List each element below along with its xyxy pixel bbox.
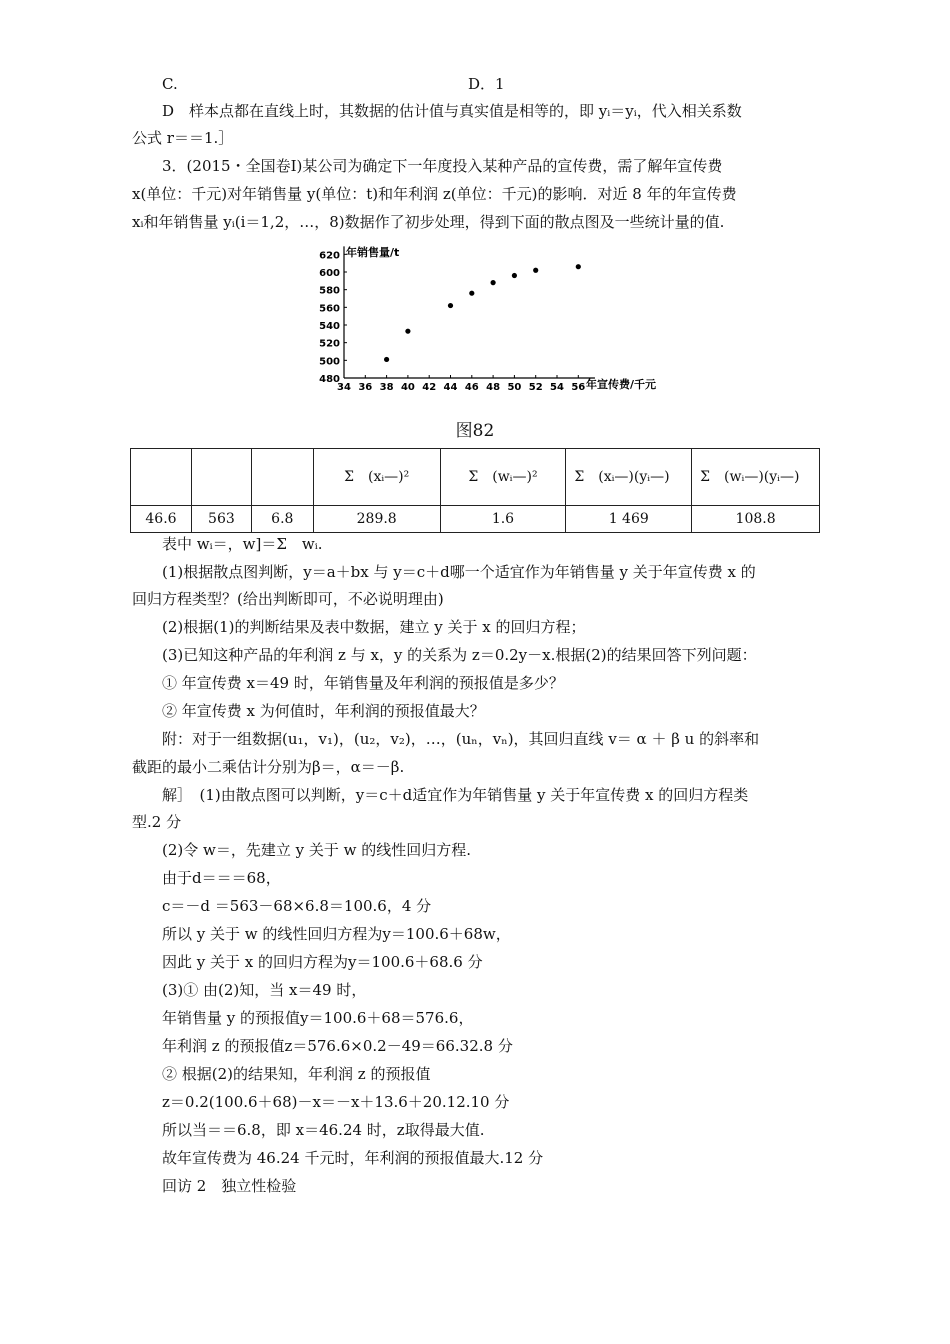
- stats-table: [130, 448, 820, 533]
- solution-z-formula: z＝0.2(100.6＋68)－x＝－x＋13.6＋20.12.10 分: [162, 1093, 510, 1111]
- question-1-line-1: (1)根据散点图判断，y＝a＋bx 与 y＝c＋d哪一个适宜作为年销售量 y 关于年宣传费 x 的: [162, 563, 756, 581]
- solution-linear-w: 所以 y 关于 w 的线性回归方程为y＝100.6＋68w，: [162, 925, 511, 943]
- value-cell: 108.8: [692, 506, 820, 533]
- solution-step-3: (3)① 由(2)知，当 x＝49 时，: [162, 981, 367, 999]
- chart-points: [384, 264, 581, 362]
- chart-ylabel: 年销售量/t: [346, 246, 400, 259]
- value-cell: 1.6: [440, 506, 566, 533]
- solution-d: 由于d＝＝＝68，: [162, 869, 281, 887]
- chart-ticks: [319, 250, 585, 393]
- solution-c: c＝－d ＝563－68×6.8＝100.6，4 分: [162, 897, 432, 915]
- answer-line-2: 公式 r＝＝1.］: [132, 129, 234, 147]
- header-cell: Σ (wᵢ—)²: [440, 449, 566, 506]
- table-note: 表中 wᵢ＝，w]＝Σ wᵢ.: [162, 535, 323, 553]
- value-cell: 6.8: [251, 506, 313, 533]
- solution-profit-forecast: 年利润 z 的预报值z＝576.6×0.2－49＝66.32.8 分: [162, 1037, 513, 1055]
- solution-line-1: 解］ (1)由散点图可以判断，y＝c＋d适宜作为年销售量 y 关于年宣传费 x 的回归方程类: [162, 786, 749, 804]
- header-cell: [131, 449, 192, 506]
- y-tick-label: 620: [319, 250, 340, 262]
- data-point: [533, 268, 538, 273]
- x-tick-label: 54: [550, 382, 564, 393]
- x-tick-label: 46: [464, 382, 479, 393]
- data-point: [512, 273, 517, 278]
- solution-step-2: (2)令 w＝，先建立 y 关于 w 的线性回归方程.: [162, 841, 472, 859]
- y-tick-label: 560: [319, 303, 340, 315]
- question-3: (3)已知这种产品的年利润 z 与 x，y 的关系为 z＝0.2y－x.根据(2)的结果回答下列问题：: [162, 646, 757, 664]
- appendix-line-2: 截距的最小二乘估计分别为β＝，α＝－β.: [132, 758, 405, 776]
- problem-line-1: 3．(2015・全国卷Ⅰ)某公司为确定下一年度投入某种产品的宣传费，需了解年宣传费: [162, 157, 723, 175]
- x-tick-label: 40: [400, 382, 415, 393]
- data-point: [491, 280, 496, 285]
- x-tick-label: 52: [528, 382, 543, 393]
- x-tick-label: 38: [379, 382, 394, 393]
- chart-axes: [344, 246, 595, 378]
- header-cell: [191, 449, 251, 506]
- section-heading: 回访 2 独立性检验: [162, 1177, 297, 1195]
- header-cell: Σ (wᵢ—)(yᵢ—): [692, 449, 820, 506]
- y-tick-label: 480: [319, 374, 340, 385]
- problem-line-3: xᵢ和年销售量 yᵢ(i＝1,2，…，8)数据作了初步处理，得到下面的散点图及一些统计量的值.: [132, 213, 725, 231]
- x-tick-label: 34: [337, 382, 351, 393]
- x-tick-label: 56: [571, 382, 586, 393]
- option-c: C.: [162, 75, 178, 93]
- value-cell: 46.6: [131, 506, 192, 533]
- header-cell: Σ (xᵢ—)²: [313, 449, 440, 506]
- question-3-part-2: ② 年宣传费 x 为何值时，年利润的预报值最大？: [162, 702, 485, 720]
- solution-line-2: 型.2 分: [132, 813, 182, 831]
- header-cell: [251, 449, 313, 506]
- value-cell: 1 469: [566, 506, 692, 533]
- y-tick-label: 580: [319, 285, 340, 297]
- data-point: [576, 264, 581, 269]
- data-point: [384, 357, 389, 362]
- option-d: D．1: [468, 75, 505, 93]
- question-3-part-1: ① 年宣传费 x＝49 时，年销售量及年利润的预报值是多少？: [162, 674, 564, 692]
- solution-conclusion: 故年宣传费为 46.24 千元时，年利润的预报值最大.12 分: [162, 1149, 544, 1167]
- solution-step-3-2: ② 根据(2)的结果知，年利润 z 的预报值: [162, 1065, 431, 1083]
- solution-max: 所以当＝＝6.8，即 x＝46.24 时，z取得最大值.: [162, 1121, 485, 1139]
- y-tick-label: 600: [319, 268, 340, 279]
- scatter-chart: [308, 243, 688, 395]
- problem-line-2: x(单位：千元)对年销售量 y(单位：t)和年利润 z(单位：千元)的影响．对近 8 年的年宣传费: [132, 185, 737, 203]
- answer-line-1: D 样本点都在直线上时，其数据的估计值与真实值是相等的，即 yᵢ＝yᵢ，代入相关系数: [162, 102, 742, 120]
- value-cell: 289.8: [313, 506, 440, 533]
- header-cell: Σ (xᵢ—)(yᵢ—): [566, 449, 692, 506]
- question-1-line-2: 回归方程类型？(给出判断即可，不必说明理由): [132, 590, 444, 608]
- x-tick-label: 48: [486, 382, 501, 393]
- data-point: [448, 303, 453, 308]
- y-tick-label: 500: [319, 356, 340, 368]
- figure-caption: 图82: [455, 421, 495, 441]
- y-tick-label: 520: [319, 338, 340, 350]
- data-point: [405, 329, 410, 334]
- solution-linear-x: 因此 y 关于 x 的回归方程为y＝100.6＋68.6 分: [162, 953, 483, 971]
- x-tick-label: 36: [358, 382, 373, 393]
- x-tick-label: 42: [422, 382, 437, 393]
- question-2: (2)根据(1)的判断结果及表中数据，建立 y 关于 x 的回归方程；: [162, 618, 586, 636]
- value-cell: 563: [191, 506, 251, 533]
- chart-xlabel: 年宣传费/千元: [586, 378, 657, 391]
- x-tick-label: 44: [443, 382, 458, 393]
- data-point: [469, 291, 474, 296]
- solution-sales-forecast: 年销售量 y 的预报值y＝100.6＋68＝576.6，: [162, 1009, 474, 1027]
- y-tick-label: 540: [319, 321, 340, 332]
- appendix-line-1: 附：对于一组数据(u₁，v₁)，(u₂，v₂)，…，(uₙ，vₙ)，其回归直线 v＝ α ＋ β u 的斜率和: [162, 730, 760, 748]
- x-tick-label: 50: [507, 382, 522, 393]
